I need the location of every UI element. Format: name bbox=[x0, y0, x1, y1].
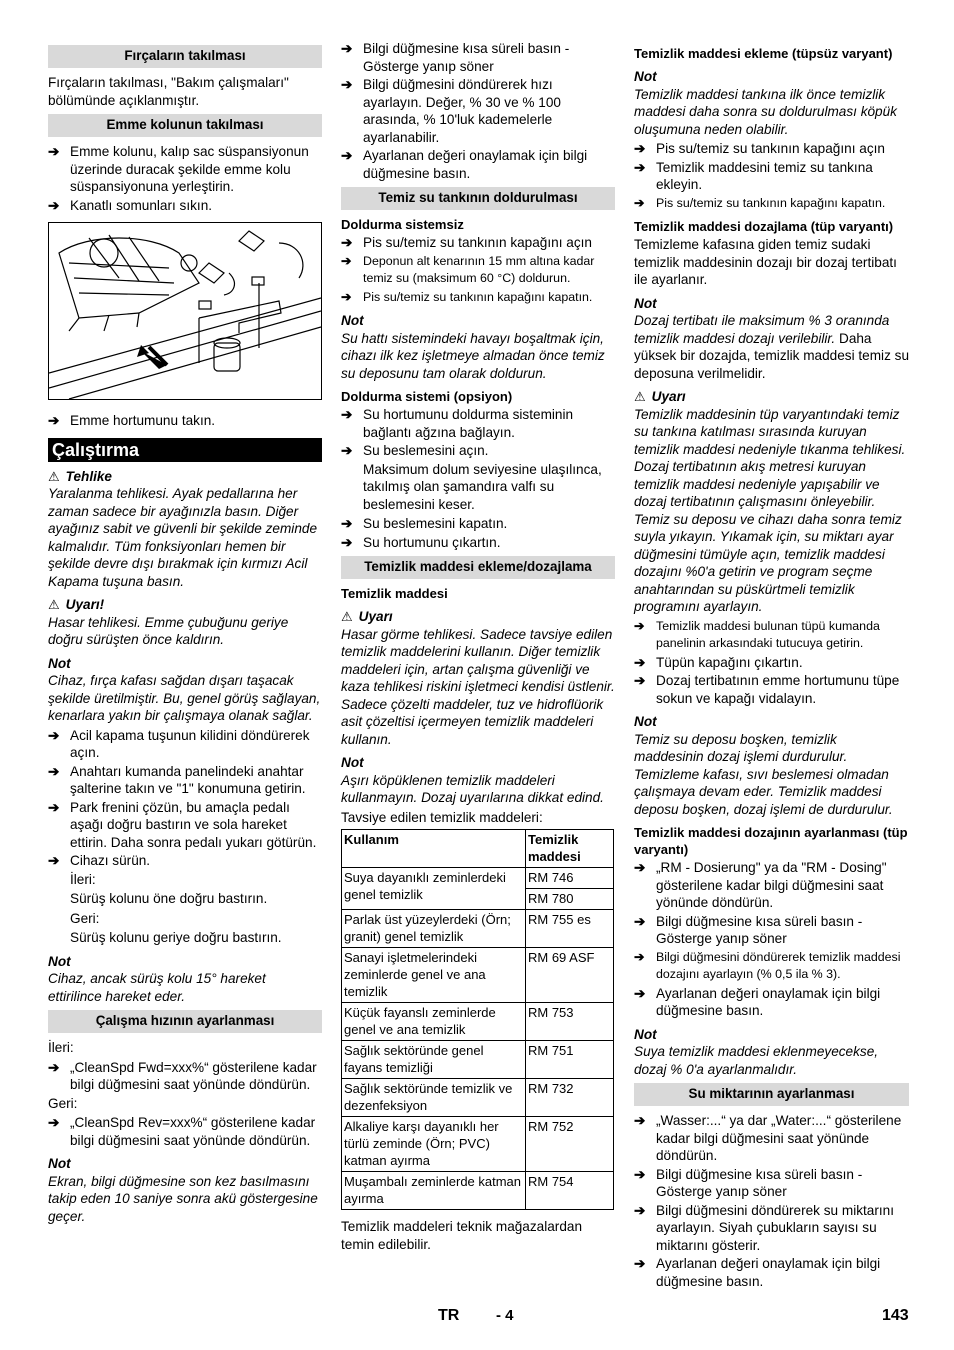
list-item: ➔ Anahtarı kumanda panelindeki anahtar şalterine takın ve "1" konumuna getirin. bbox=[48, 763, 306, 796]
table-cell-product: RM 755 es bbox=[526, 910, 614, 948]
arrow-icon: ➔ bbox=[341, 534, 353, 550]
list-item: ➔ Bilgi düğmesine kısa süreli basın - Gösterge yanıp söner bbox=[634, 913, 863, 946]
step-list bbox=[48, 412, 322, 430]
list-item: ➔ Ayarlanan değeri onaylamak için bilgi düğmesine basın. bbox=[341, 148, 588, 181]
direction-label: İleri: bbox=[70, 871, 96, 887]
table-row bbox=[342, 868, 614, 889]
arrow-icon: ➔ bbox=[341, 407, 353, 422]
table-cell-product: RM 746 bbox=[526, 868, 614, 889]
step-list bbox=[341, 515, 615, 551]
arrow-icon: ➔ bbox=[48, 1115, 60, 1130]
table-row bbox=[342, 1172, 614, 1210]
note-text: Cihaz, ancak sürüş kolu 15° hareket ettirilince hareket eder. bbox=[48, 971, 266, 1004]
arrow-icon: ➔ bbox=[341, 516, 353, 531]
arrow-icon: ➔ bbox=[48, 144, 60, 159]
arrow-icon: ➔ bbox=[341, 148, 353, 163]
paragraph: Tavsiye edilen temizlik maddeleri: bbox=[341, 809, 543, 825]
arrow-icon: ➔ bbox=[341, 41, 353, 56]
paragraph: İleri: bbox=[48, 1040, 74, 1055]
arrow-icon: ➔ bbox=[48, 413, 60, 428]
warning-text: Yaralanma tehlikesi. Ayak pedallarına her zaman sadece bir ayağınızla basın. Diğer ayağınız sabit ve güvenli bir şekilde zeminde kalmalıdır. Tüm fonksiyonları hemen bir şekilde devre dışı bırakmak için kırmızı Acil Kapama tuşuna basın. bbox=[48, 486, 318, 589]
table-cell-product: RM 780 bbox=[526, 889, 614, 910]
warning-text: Temizlik maddesinin tüp varyantındaki temiz su tankına katılması sırasında kuruyan temizlik maddesi nedeniyle tıkanma tehlikesi. Dozaj tertibatının akış metresi kuruyan temizlik maddesi nedeniyle yapışabilir ve dozaj tertibatının çalışmasını önleyebilir. Temiz su deposu ve cihazı daha sonra temiz suyla yıkayın. Yıkamak için, su miktarı ayar düğmesini tümüyle açın, temizlik maddesi dozajını %0'a getirin ve program seçme anahtarından su püskürtmeli temizlik programını ayarlayın. bbox=[634, 406, 906, 614]
list-item: ➔ Ayarlanan değeri onaylamak için bilgi düğmesine basın. bbox=[634, 1256, 881, 1289]
note-label: Not bbox=[48, 1156, 71, 1171]
arrow-icon: ➔ bbox=[48, 853, 60, 868]
list-item: ➔ Bilgi düğmesine kısa süreli basın - Gösterge yanıp söner bbox=[634, 1166, 863, 1199]
list-item: ➔ Pis su/temiz su tankının kapağını açın bbox=[634, 141, 885, 156]
column-1 bbox=[48, 40, 322, 1227]
section-heading-water-tank: Temiz su tankının doldurulması bbox=[341, 187, 615, 210]
arrow-icon: ➔ bbox=[634, 1113, 646, 1128]
paragraph: Maksimum dolum seviyesine ulaşılınca, takılmış olan şamandıra valfı su beslemesini keser. bbox=[363, 461, 602, 512]
table-cell-product: RM 69 ASF bbox=[526, 948, 614, 1003]
subheading: Temizlik maddesi dozajlama (tüp varyantı) bbox=[634, 219, 894, 234]
list-item: ➔ Kanatlı somunları sıkın. bbox=[48, 197, 213, 213]
step-list bbox=[341, 406, 615, 460]
arrow-icon: ➔ bbox=[634, 673, 646, 688]
arrow-icon: ➔ bbox=[48, 727, 60, 743]
section-heading-detergent: Temizlik maddesi ekleme/dozajlama bbox=[341, 556, 615, 579]
step-list bbox=[48, 1059, 322, 1094]
table-cell-product: RM 732 bbox=[526, 1079, 614, 1117]
subheading: Temizlik maddesi ekleme (tüpsüz varyant) bbox=[634, 46, 893, 61]
arrow-icon: ➔ bbox=[634, 1202, 646, 1218]
arrow-icon: ➔ bbox=[634, 618, 645, 633]
subheading: Temizlik maddesi bbox=[341, 586, 448, 601]
arrow-icon: ➔ bbox=[634, 141, 646, 156]
note-text: Temizlik maddesi tankına ilk önce temizlik maddesi daha sonra su doldurulması köpük oluşumuna neden olabilir. bbox=[634, 86, 897, 137]
arrow-icon: ➔ bbox=[341, 77, 353, 92]
list-item: ➔ Bilgi düğmesini döndürerek su miktarını ayarlayın. Siyah çubukların sayısı su miktarını gösterir. bbox=[634, 1202, 895, 1253]
table-row bbox=[342, 1041, 614, 1079]
warning-label: ⚠ Tehlike bbox=[48, 468, 112, 484]
section-heading-brushes: Fırçaların takılması bbox=[48, 45, 322, 68]
note-label: Not bbox=[634, 69, 657, 84]
table-header-row bbox=[342, 830, 614, 868]
list-item: ➔ Bilgi düğmesine kısa süreli basın - Gösterge yanıp söner bbox=[341, 41, 570, 74]
detergent-table bbox=[341, 829, 614, 1210]
step-list bbox=[48, 143, 322, 214]
step-list bbox=[634, 1112, 909, 1290]
list-item: ➔ Pis su/temiz su tankının kapağını kapatın. bbox=[341, 289, 615, 307]
list-item: ➔ „Wasser:...“ ya dar „Water:...“ gösterilene kadar bilgi düğmesini saat yönünde döndürün. bbox=[634, 1113, 902, 1163]
warning-icon: ⚠ bbox=[48, 468, 60, 484]
list-item: ➔ Emme kolunu, kalıp sac süspansiyonun üzerinde duracak şekilde emme kolu süspansiyonuna yerleştirin. bbox=[48, 144, 309, 194]
note-label: Not bbox=[634, 714, 657, 729]
warning-label: ⚠ Uyarı bbox=[634, 389, 686, 404]
list-item: ➔ Temizlik maddesi bulunan tüpü kumanda panelinin arkasındaki tutucuya getirin. bbox=[634, 618, 880, 650]
arrow-icon: ➔ bbox=[341, 253, 352, 268]
list-item: ➔ Dozaj tertibatının emme hortumunu tüpe sokun ve kapağı vidalayın. bbox=[634, 673, 900, 706]
note-text: Cihaz, fırça kafası sağdan dışarı taşacak şekilde üretilmiştir. Bu, genel görüş sağlayan, kenarlara yakın bir çalışmaya olanak sağlar. bbox=[48, 673, 321, 723]
note-text: Dozaj tertibatı ile maksimum % 3 oranında temizlik maddesi dozajı verilebilir. Daha yüksek bir dozajda, temizlik maddesi temiz su deposuna verilmelidir. bbox=[634, 313, 910, 381]
note-text: Ekran, bilgi düğmesine son kez basılmasını takip eden 10 saniye sonra akü göstergesine geçer. bbox=[48, 1173, 318, 1224]
chapter-heading: Çalıştırma bbox=[48, 438, 322, 462]
suction-bar-illustration bbox=[48, 222, 322, 400]
arrow-icon: ➔ bbox=[48, 197, 60, 213]
list-item: ➔ „CleanSpd Fwd=xxx%“ gösterilene kadar bilgi düğmesini saat yönünde döndürün. bbox=[48, 1059, 317, 1092]
section-heading-suction: Emme kolunun takılması bbox=[48, 114, 322, 137]
table-cell-usage: Küçük fayanslı zeminlerde genel ve ana temizlik bbox=[342, 1003, 526, 1041]
list-item: ➔ Bilgi düğmesini döndürerek hızı ayarlayın. Değer, % 30 ve % 100 arasında, % 10'luk kademelerle ayarlanabilir. bbox=[341, 77, 561, 145]
paragraph: Temizlik maddeleri teknik mağazalardan temin edilebilir. bbox=[341, 1219, 583, 1252]
warning-icon: ⚠ bbox=[48, 597, 60, 612]
arrow-icon: ➔ bbox=[48, 799, 60, 815]
section-heading-speed: Çalışma hızının ayarlanması bbox=[48, 1010, 322, 1033]
warning-label: ⚠ Uyarı bbox=[341, 609, 393, 624]
list-item: ➔ „CleanSpd Rev=xxx%“ gösterilene kadar bilgi düğmesini saat yönünde döndürün. bbox=[48, 1115, 316, 1148]
paragraph: Fırçaların takılması, "Bakım çalışmaları" bölümünde açıklanmıştır. bbox=[48, 75, 289, 108]
step-list bbox=[48, 727, 322, 870]
table-cell-usage: Suya dayanıklı zeminlerdeki genel temizlik bbox=[342, 868, 526, 910]
subheading: Doldurma sistemsiz bbox=[341, 217, 464, 232]
list-item: ➔ Su hortumunu doldurma sisteminin bağlantı ağzına bağlayın. bbox=[341, 407, 574, 440]
table-cell-product: RM 751 bbox=[526, 1041, 614, 1079]
list-item: ➔ Deponun alt kenarının 15 mm altına kadar temiz su (maksimum 60 °C) doldurun. bbox=[341, 253, 595, 285]
table-row bbox=[342, 1079, 614, 1117]
note-label: Not bbox=[634, 295, 657, 311]
table-row bbox=[342, 1003, 614, 1041]
section-heading-water-amount: Su miktarının ayarlanması bbox=[634, 1083, 909, 1106]
list-item: ➔ Su hortumunu çıkartın. bbox=[341, 534, 501, 550]
arrow-icon: ➔ bbox=[341, 289, 352, 304]
list-item: ➔ Bilgi düğmesini döndürerek temizlik maddesi dozajını ayarlayın (% 0,5 ila % 3). bbox=[634, 949, 901, 981]
table-cell-usage: Sağlık sektöründe genel fayans temizliği bbox=[342, 1041, 526, 1079]
warning-text: Hasar tehlikesi. Emme çubuğunu geriye doğru sürüşten önce kaldırın. bbox=[48, 614, 289, 647]
note-text: Suya temizlik maddesi eklenmeyecekse, dozaj % 0'a ayarlanmalıdır. bbox=[634, 1044, 879, 1077]
direction-label: Geri: bbox=[70, 910, 100, 926]
arrow-icon: ➔ bbox=[634, 1166, 646, 1182]
arrow-icon: ➔ bbox=[634, 860, 646, 875]
arrow-icon: ➔ bbox=[634, 159, 646, 175]
footer-language: TR bbox=[438, 1307, 460, 1324]
table-cell-usage: Parlak üst yüzeylerdeki (Örn; granit) genel temizlik bbox=[342, 910, 526, 948]
note-label: Not bbox=[341, 313, 364, 328]
table-row bbox=[342, 910, 614, 948]
table-header-cell: Kullanım bbox=[342, 830, 526, 868]
note-text: Temiz su deposu boşken, temizlik maddesinin dozaj işlemi durdurulur. Temizleme kafası, sıvı beslemesi olmadan çalışmaya devam eder. Temizlik maddesi deposu boşken, dozaj işlemi de durdurulur. bbox=[634, 731, 893, 817]
warning-text: Hasar görme tehlikesi. Sadece tavsiye edilen temizlik maddelerini kullanın. Diğer temizlik maddeleri için, artan çalışma güvenliği ve kaza tehlikesi riskini işletmeci kendisi üstlenir. Sadece çözelti maddeler, tuz ve hidroflüorik asit çözeltisi içermeyen temizlik maddeleri kullanın. bbox=[341, 626, 615, 747]
footer-section-page: - 4 bbox=[496, 1307, 514, 1324]
note-label: Not bbox=[341, 755, 364, 770]
list-item: ➔ Park frenini çözün, bu amaçla pedalı aşağı doğru bastırın ve sola hareket ettirin. Daha sonra pedalı yukarı götürün. bbox=[48, 799, 317, 850]
arrow-icon: ➔ bbox=[634, 985, 646, 1001]
list-item: ➔ Cihazı sürün. bbox=[48, 853, 151, 868]
column-3 bbox=[634, 40, 909, 1291]
note-text: Su hattı sistemindeki havayı boşaltmak için, cihazı ilk kez işletmeye almadan önce temiz su deposunu tam olarak doldurun. bbox=[341, 330, 605, 381]
table-cell-usage: Sağlık sektöründe temizlik ve dezenfeksiyon bbox=[342, 1079, 526, 1117]
list-item: ➔ Tüpün kapağını çıkartın. bbox=[634, 654, 803, 670]
arrow-icon: ➔ bbox=[341, 443, 353, 458]
list-item: ➔ Pis su/temiz su tankının kapağını kapatın. bbox=[634, 195, 909, 213]
list-item: ➔ Pis su/temiz su tankının kapağını açın bbox=[341, 235, 592, 250]
arrow-icon: ➔ bbox=[341, 235, 353, 250]
arrow-icon: ➔ bbox=[634, 1256, 646, 1271]
table-cell-product: RM 754 bbox=[526, 1172, 614, 1210]
note-label: Not bbox=[48, 655, 71, 671]
table-row bbox=[342, 1117, 614, 1172]
footer-page-number: 143 bbox=[882, 1307, 909, 1324]
list-item: ➔ „RM - Dosierung" ya da "RM - Dosing" gösterilene kadar bilgi düğmesini saat yönünde döndürün. bbox=[634, 860, 887, 910]
subheading: Doldurma sistemi (opsiyon) bbox=[341, 389, 513, 404]
table-row bbox=[342, 948, 614, 1003]
note-text: Aşırı köpüklenen temizlik maddeleri kullanmayın. Dozaj uyarılarına dikkat edind. bbox=[341, 772, 604, 805]
arrow-icon: ➔ bbox=[634, 949, 645, 964]
step-list bbox=[634, 140, 909, 212]
step-list bbox=[48, 1114, 322, 1149]
note-label: Not bbox=[48, 953, 71, 969]
paragraph: Temizleme kafasına giden temiz sudaki temizlik maddesinin dozajı bir dozaj tertibatı ile ayarlanır. bbox=[634, 237, 897, 287]
arrow-icon: ➔ bbox=[634, 195, 645, 210]
illustration-drawing bbox=[49, 223, 321, 399]
list-item: ➔ Su beslemesini açın. bbox=[341, 443, 489, 458]
warning-icon: ⚠ bbox=[341, 609, 353, 624]
direction-text: Sürüş kolunu öne doğru bastırın. bbox=[70, 891, 268, 906]
table-cell-usage: Sanayi işletmelerindeki zeminlerde genel ve ana temizlik bbox=[342, 948, 526, 1003]
subheading: Temizlik maddesi dozajının ayarlanması (tüp varyantı) bbox=[634, 825, 908, 857]
table-header-cell: Temizlik maddesi bbox=[526, 830, 614, 868]
table-cell-product: RM 753 bbox=[526, 1003, 614, 1041]
step-list bbox=[341, 234, 615, 306]
arrow-icon: ➔ bbox=[634, 654, 646, 670]
table-cell-usage: Muşambalı zeminlerde katman ayırma bbox=[342, 1172, 526, 1210]
note-label: Not bbox=[634, 1026, 657, 1042]
step-list bbox=[634, 618, 909, 708]
warning-icon: ⚠ bbox=[634, 389, 646, 404]
list-item: ➔ Ayarlanan değeri onaylamak için bilgi düğmesine basın. bbox=[634, 985, 881, 1018]
step-list bbox=[341, 40, 615, 182]
step-list bbox=[634, 859, 909, 1020]
list-item: ➔ Temizlik maddesini temiz su tankına ekleyin. bbox=[634, 159, 873, 192]
paragraph: Geri: bbox=[48, 1095, 78, 1111]
table-cell-usage: Alkaliye karşı dayanıklı her türlü zeminde (Örn; PVC) katman ayırma bbox=[342, 1117, 526, 1172]
direction-text: Sürüş kolunu geriye doğru bastırın. bbox=[70, 930, 282, 945]
list-item: ➔ Emme hortumunu takın. bbox=[48, 413, 216, 428]
warning-label: ⚠ Uyarı! bbox=[48, 597, 105, 612]
column-2 bbox=[341, 40, 615, 1255]
list-item: ➔ Acil kapama tuşunun kilidini döndürerek açın. bbox=[48, 727, 310, 760]
table-cell-product: RM 752 bbox=[526, 1117, 614, 1172]
list-item: ➔ Su beslemesini kapatın. bbox=[341, 516, 508, 531]
arrow-icon: ➔ bbox=[634, 913, 646, 929]
arrow-icon: ➔ bbox=[48, 1059, 60, 1075]
arrow-icon: ➔ bbox=[48, 763, 60, 779]
